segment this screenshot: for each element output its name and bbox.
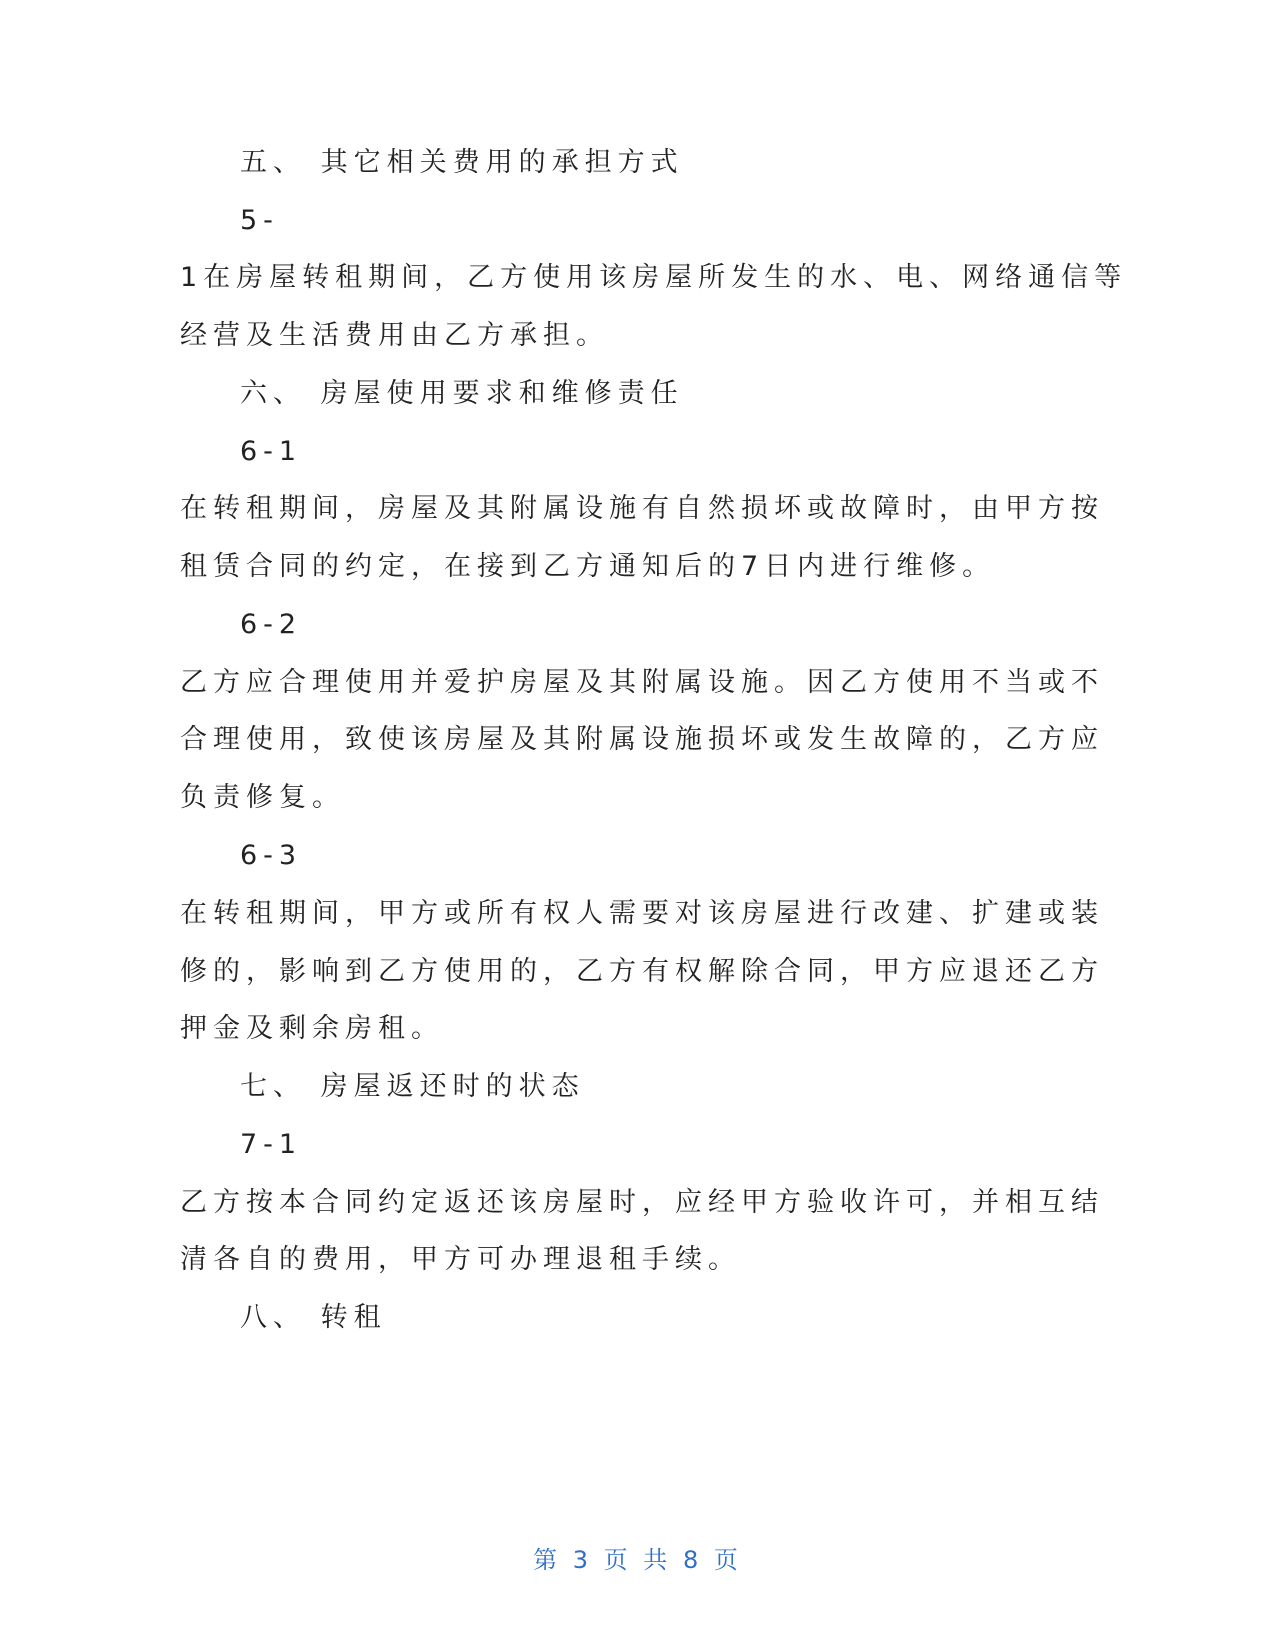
clause-number-6-3: 6-3 — [240, 840, 303, 871]
paragraph-line: 1在房屋转租期间，乙方使用该房屋所发生的水、电、网络通信等 — [180, 262, 1128, 293]
clause-number-7-1: 7-1 — [240, 1129, 303, 1160]
paragraph-line: 乙方应合理使用并爱护房屋及其附属设施。因乙方使用不当或不 — [180, 667, 1104, 698]
clause-number-6-2: 6-2 — [240, 609, 303, 640]
section-heading-7: 七、 房屋返还时的状态 — [240, 1071, 585, 1102]
paragraph-line: 负责修复。 — [180, 782, 345, 813]
section-heading-8: 八、 转租 — [240, 1302, 387, 1333]
paragraph-line: 经营及生活费用由乙方承担。 — [180, 320, 609, 351]
section-heading-6: 六、 房屋使用要求和维修责任 — [240, 378, 684, 409]
paragraph-line: 清各自的费用，甲方可办理退租手续。 — [180, 1244, 741, 1275]
paragraph-line: 乙方按本合同约定返还该房屋时，应经甲方验收许可，并相互结 — [180, 1187, 1104, 1218]
paragraph-line: 在转租期间，房屋及其附属设施有自然损坏或故障时，由甲方按 — [180, 493, 1104, 524]
paragraph-line: 租赁合同的约定，在接到乙方通知后的7日内进行维修。 — [180, 551, 996, 582]
paragraph-line: 在转租期间，甲方或所有权人需要对该房屋进行改建、扩建或装 — [180, 898, 1104, 929]
paragraph-line: 修的，影响到乙方使用的，乙方有权解除合同，甲方应退还乙方 — [180, 956, 1104, 987]
paragraph-line: 押金及剩余房租。 — [180, 1013, 444, 1044]
paragraph-line: 合理使用，致使该房屋及其附属设施损坏或发生故障的，乙方应 — [180, 724, 1104, 755]
section-heading-5: 五、 其它相关费用的承担方式 — [240, 147, 684, 178]
clause-number-6-1: 6-1 — [240, 436, 303, 467]
page-number-footer: 第 3 页 共 8 页 — [533, 1546, 742, 1574]
clause-number-5-1: 5- — [240, 205, 279, 236]
